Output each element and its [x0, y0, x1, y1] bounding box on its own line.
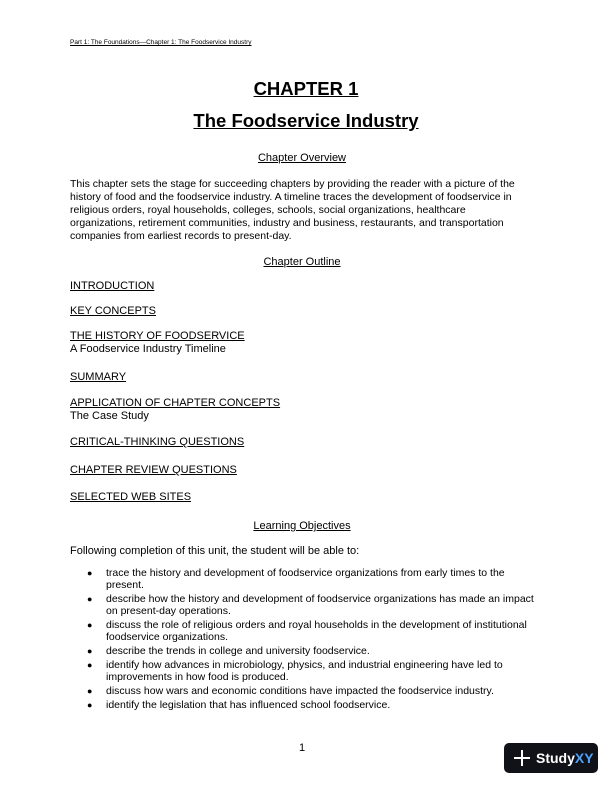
outline-item-sub: The Case Study [70, 410, 149, 422]
outline-item-head: KEY CONCEPTS [70, 305, 156, 317]
bullet-icon: ● [87, 686, 93, 697]
objective-text: discuss how wars and economic conditions have impacted the foodservice industry. [106, 685, 494, 698]
bullet-icon: ● [87, 699, 93, 710]
objective-text: describe how the history and development of foodservice organizations has made an impact on present-day operations. [106, 593, 534, 618]
overview-text: This chapter sets the stage for succeeding chapters by providing the reader with a picture of the history of food and the foodservice industry. A timeline traces the development of foodservice in religious orders, royal households, colleges, schools, social organizations, healthcare organizations, retirement communities, industry and business, restaurants, and transportation companies from earliest records to present-day. [70, 178, 515, 242]
objectives-list [70, 567, 540, 713]
outline-item [70, 280, 154, 293]
outline-item-head: THE HISTORY OF FOODSERVICE [70, 330, 245, 342]
chapter-title: The Foodservice Industry [193, 110, 419, 131]
badge-brand-xy: XY [574, 750, 594, 766]
list-item [70, 659, 540, 684]
outline-item-head: CRITICAL-THINKING QUESTIONS [70, 436, 245, 448]
list-item [70, 699, 540, 711]
list-item [70, 685, 540, 697]
bullet-icon: ● [87, 594, 93, 605]
bullet-icon: ● [87, 660, 93, 671]
outline-item-sub: A Foodservice Industry Timeline [70, 343, 226, 355]
outline-item-head: CHAPTER REVIEW QUESTIONS [70, 464, 237, 476]
badge-brand-study: Study [536, 750, 575, 766]
objective-text: trace the history and development of foodservice organizations from early times to the present. [106, 567, 505, 592]
objective-text: describe the trends in college and university foodservice. [106, 645, 370, 658]
objectives-intro: Following completion of this unit, the student will be able to: [70, 545, 360, 557]
bullet-icon: ● [87, 646, 93, 657]
objective-text: discuss the role of religious orders and royal households in the development of institutional foodservice organizations. [106, 619, 527, 644]
outline-item [70, 436, 244, 449]
outline-item [70, 491, 191, 504]
objectives-heading: Learning Objectives [253, 520, 351, 532]
outline-item [70, 371, 126, 384]
list-item [70, 567, 540, 592]
list-item [70, 619, 540, 644]
outline-item-head: INTRODUCTION [70, 280, 155, 292]
outline-item-head: APPLICATION OF CHAPTER CONCEPTS [70, 397, 281, 409]
chapter-number: CHAPTER 1 [253, 78, 359, 99]
objective-text: identify the legislation that has influenced school foodservice. [106, 698, 391, 711]
bullet-icon: ● [87, 568, 93, 578]
studyxy-badge[interactable] [504, 743, 598, 773]
outline-item [70, 397, 280, 423]
list-item [70, 645, 540, 657]
bullet-icon: ● [87, 620, 93, 631]
running-header: Part 1: The Foundations—Chapter 1: The Foodservice Industry [70, 39, 252, 46]
outline-item [70, 305, 156, 318]
list-item [70, 593, 540, 618]
outline-item-head: SELECTED WEB SITES [70, 491, 192, 503]
outline-heading: Chapter Outline [263, 256, 341, 268]
plus-icon [514, 750, 530, 766]
page-number: 1 [298, 742, 306, 754]
objective-text: identify how advances in microbiology, physics, and industrial engineering have led to improvements in how food is produced. [106, 659, 503, 684]
outline-item [70, 464, 237, 477]
outline-item-head: SUMMARY [70, 371, 127, 383]
overview-heading: Chapter Overview [257, 152, 347, 164]
outline-item [70, 330, 245, 356]
